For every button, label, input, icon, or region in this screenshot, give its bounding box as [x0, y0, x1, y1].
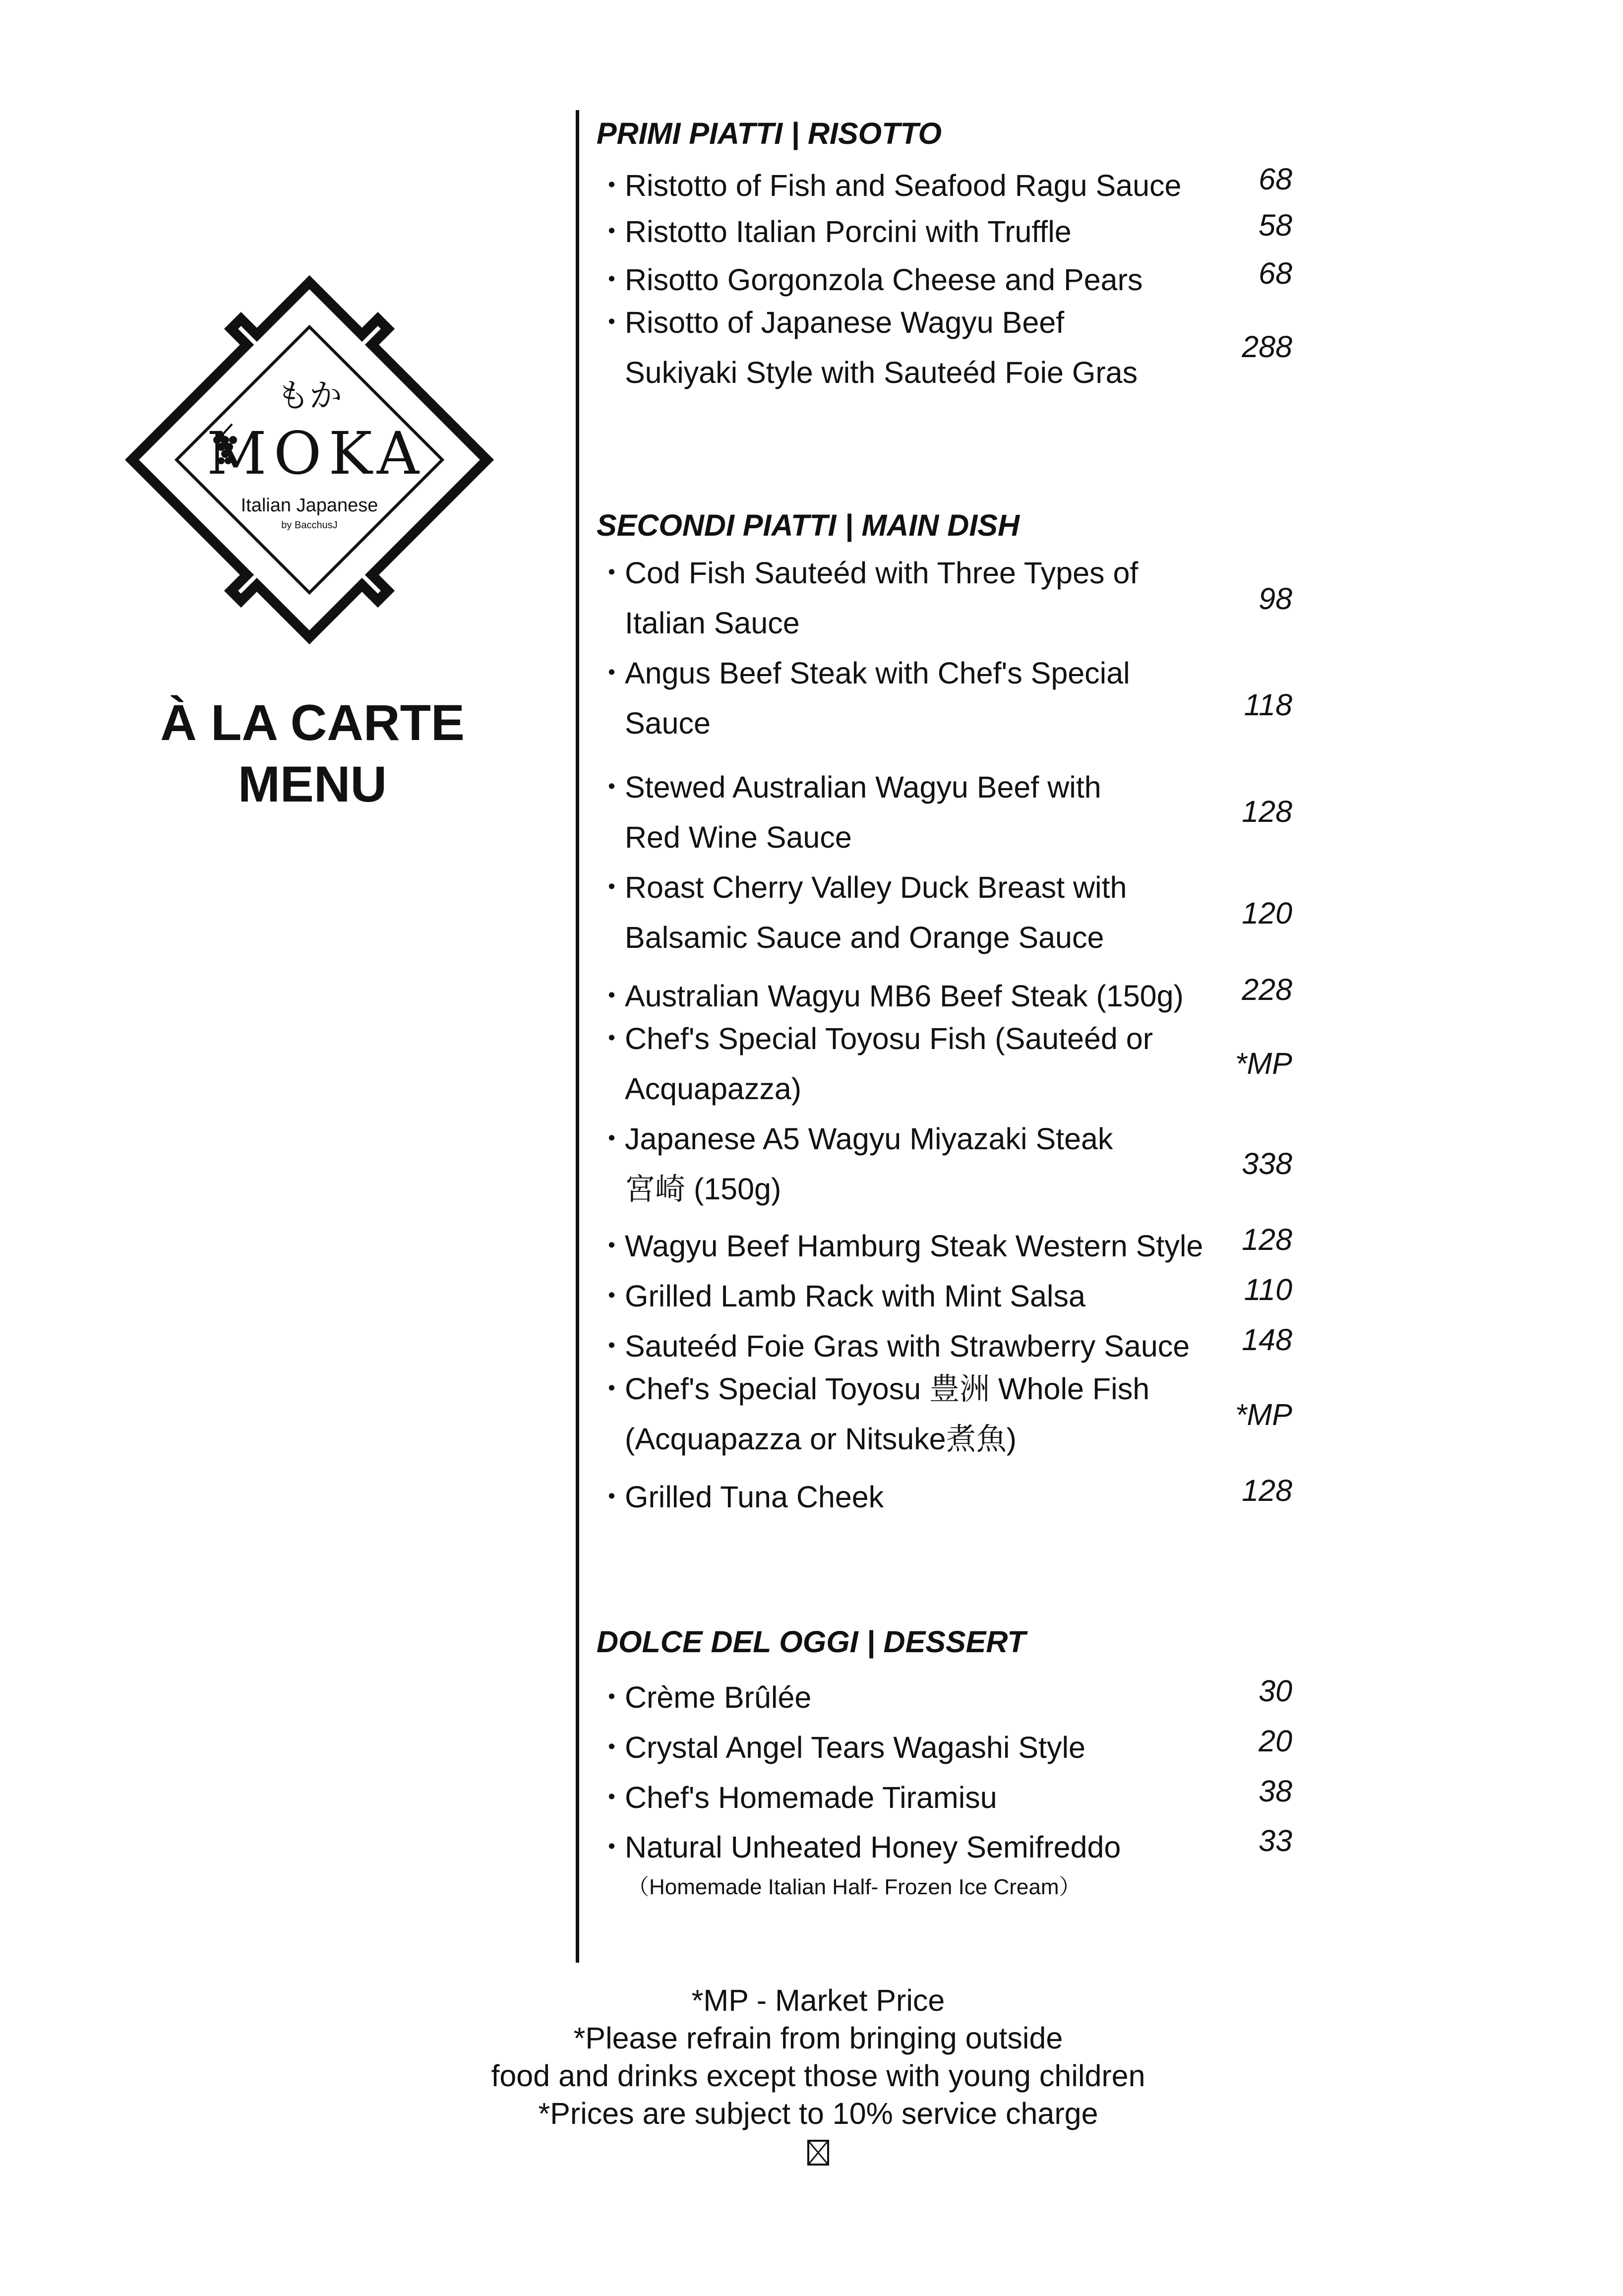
menu-item	[597, 548, 1138, 648]
item-price: 98	[1259, 582, 1292, 616]
item-bullet: ・	[597, 870, 627, 904]
logo-name: MOKA	[206, 419, 426, 488]
menu-item	[597, 208, 1072, 251]
item-bullet: ・	[597, 263, 627, 297]
item-bullet: ・	[597, 1680, 627, 1714]
menu-item	[597, 863, 1127, 963]
item-price: 148	[1242, 1323, 1292, 1357]
item-price: 30	[1259, 1674, 1292, 1708]
item-bullet: ・	[597, 1022, 627, 1055]
item-bullet: ・	[597, 656, 627, 690]
footer-line: *Prices are subject to 10% service charge	[538, 2097, 1098, 2130]
section-title-secondi: SECONDI PIATTI | MAIN DISH	[597, 508, 1020, 542]
menu-item	[597, 1014, 1153, 1114]
menu-title-line-1: À LA CARTE	[160, 694, 465, 751]
menu-item	[597, 256, 1142, 299]
item-name-cont: 宮崎 (150g)	[625, 1172, 781, 1206]
item-name-cont: Red Wine Sauce	[625, 820, 852, 854]
item-name: Chef's Special Toyosu Fish (Sauteéd or	[625, 1022, 1153, 1055]
menu-title	[74, 692, 550, 815]
menu-item	[597, 162, 1181, 205]
logo-kana: もか	[277, 376, 342, 415]
menu-item	[597, 972, 1184, 1015]
item-note: （Homemade Italian Half- Frozen Ice Cream）	[627, 1875, 1081, 1899]
item-name-cont: Balsamic Sauce and Orange Sauce	[625, 921, 1104, 954]
item-price: 288	[1242, 330, 1292, 364]
item-bullet: ・	[597, 1830, 627, 1864]
footer-line: food and drinks except those with young children	[491, 2059, 1145, 2093]
item-name: Chef's Homemade Tiramisu	[625, 1781, 997, 1814]
item-bullet: ・	[597, 1480, 627, 1514]
menu-item	[597, 1222, 1203, 1265]
crossed-box-icon	[807, 2139, 830, 2166]
moka-logo-emblem	[125, 275, 494, 644]
item-name: Sauteéd Foie Gras with Strawberry Sauce	[625, 1329, 1190, 1363]
item-name: Crystal Angel Tears Wagashi Style	[625, 1731, 1085, 1764]
item-name-cont: (Acquapazza or Nitsuke煮魚)	[625, 1422, 1017, 1456]
item-bullet: ・	[597, 979, 627, 1013]
item-bullet: ・	[597, 1122, 627, 1156]
item-name: Ristotto of Fish and Seafood Ragu Sauce	[625, 169, 1182, 202]
item-name: Australian Wagyu MB6 Beef Steak (150g)	[625, 979, 1184, 1013]
item-price: 118	[1244, 688, 1292, 722]
logo-byline: by BacchusJ	[281, 520, 338, 531]
item-price: 128	[1242, 1474, 1292, 1507]
item-bullet: ・	[597, 1781, 627, 1814]
item-bullet: ・	[597, 556, 627, 590]
menu-item	[597, 1114, 1113, 1214]
item-name: Crème Brûlée	[625, 1680, 812, 1714]
menu-item	[597, 1674, 811, 1717]
item-bullet: ・	[597, 1731, 627, 1764]
menu-item	[597, 1724, 1085, 1767]
item-name-cont: Acquapazza)	[625, 1072, 802, 1106]
item-name: Angus Beef Steak with Chef's Special	[625, 656, 1130, 690]
item-bullet: ・	[597, 1329, 627, 1363]
item-name: Grilled Lamb Rack with Mint Salsa	[625, 1279, 1085, 1313]
item-name: Ristotto Italian Porcini with Truffle	[625, 215, 1072, 248]
menu-item	[597, 1823, 1121, 1866]
item-name: Grilled Tuna Cheek	[625, 1480, 884, 1514]
footer-notes	[446, 1982, 1190, 2174]
item-bullet: ・	[597, 169, 627, 202]
item-price: 68	[1259, 256, 1292, 290]
item-name-cont: Sauce	[625, 706, 711, 740]
item-price: *MP	[1235, 1398, 1292, 1431]
item-price: 110	[1244, 1273, 1292, 1306]
item-price: 128	[1242, 1223, 1292, 1256]
item-name: Roast Cherry Valley Duck Breast with	[625, 870, 1127, 904]
item-bullet: ・	[597, 306, 627, 339]
menu-item	[597, 1322, 1190, 1365]
item-name: Cod Fish Sauteéd with Three Types of	[625, 556, 1139, 590]
item-price: 120	[1242, 896, 1292, 930]
footer-line: *MP - Market Price	[691, 1984, 945, 2017]
section-title-primi: PRIMI PIATTI | RISOTTO	[597, 117, 942, 150]
item-price: 338	[1242, 1147, 1292, 1180]
item-name-cont: Sukiyaki Style with Sauteéd Foie Gras	[625, 356, 1138, 389]
item-price: 38	[1259, 1774, 1292, 1808]
menu-title-line-2: MENU	[238, 756, 387, 812]
menu-item	[597, 762, 1101, 863]
section-title-dolce: DOLCE DEL OGGI | DESSERT	[597, 1625, 1026, 1659]
item-price: 20	[1259, 1724, 1292, 1758]
moka-logo	[125, 275, 494, 644]
vertical-divider	[576, 110, 579, 1963]
item-name-cont: Italian Sauce	[625, 606, 800, 640]
item-bullet: ・	[597, 770, 627, 804]
item-price: 228	[1242, 973, 1292, 1006]
item-price: 33	[1259, 1824, 1292, 1858]
menu-item	[597, 1774, 997, 1817]
menu-item	[597, 1272, 1085, 1315]
item-price: 128	[1242, 795, 1292, 828]
menu-item	[597, 1364, 1149, 1464]
item-name: Risotto of Japanese Wagyu Beef	[625, 306, 1065, 339]
footer-line: *Please refrain from bringing outside	[573, 2021, 1063, 2055]
item-bullet: ・	[597, 1229, 627, 1263]
menu-item	[597, 1473, 884, 1516]
item-price: 58	[1259, 208, 1292, 242]
logo-subtitle: Italian Japanese	[240, 495, 378, 516]
item-name: Wagyu Beef Hamburg Steak Western Style	[625, 1229, 1203, 1263]
item-name: Chef's Special Toyosu 豊洲 Whole Fish	[625, 1372, 1150, 1406]
menu-item	[597, 648, 1130, 748]
menu-item	[597, 298, 1138, 398]
item-bullet: ・	[597, 1279, 627, 1313]
item-price: *MP	[1235, 1047, 1292, 1080]
item-name: Stewed Australian Wagyu Beef with	[625, 770, 1101, 804]
item-name: Natural Unheated Honey Semifreddo	[625, 1830, 1121, 1864]
item-name: Risotto Gorgonzola Cheese and Pears	[625, 263, 1143, 297]
item-name: Japanese A5 Wagyu Miyazaki Steak	[625, 1122, 1113, 1156]
item-price: 68	[1259, 162, 1292, 196]
item-bullet: ・	[597, 1372, 627, 1406]
item-bullet: ・	[597, 215, 627, 248]
